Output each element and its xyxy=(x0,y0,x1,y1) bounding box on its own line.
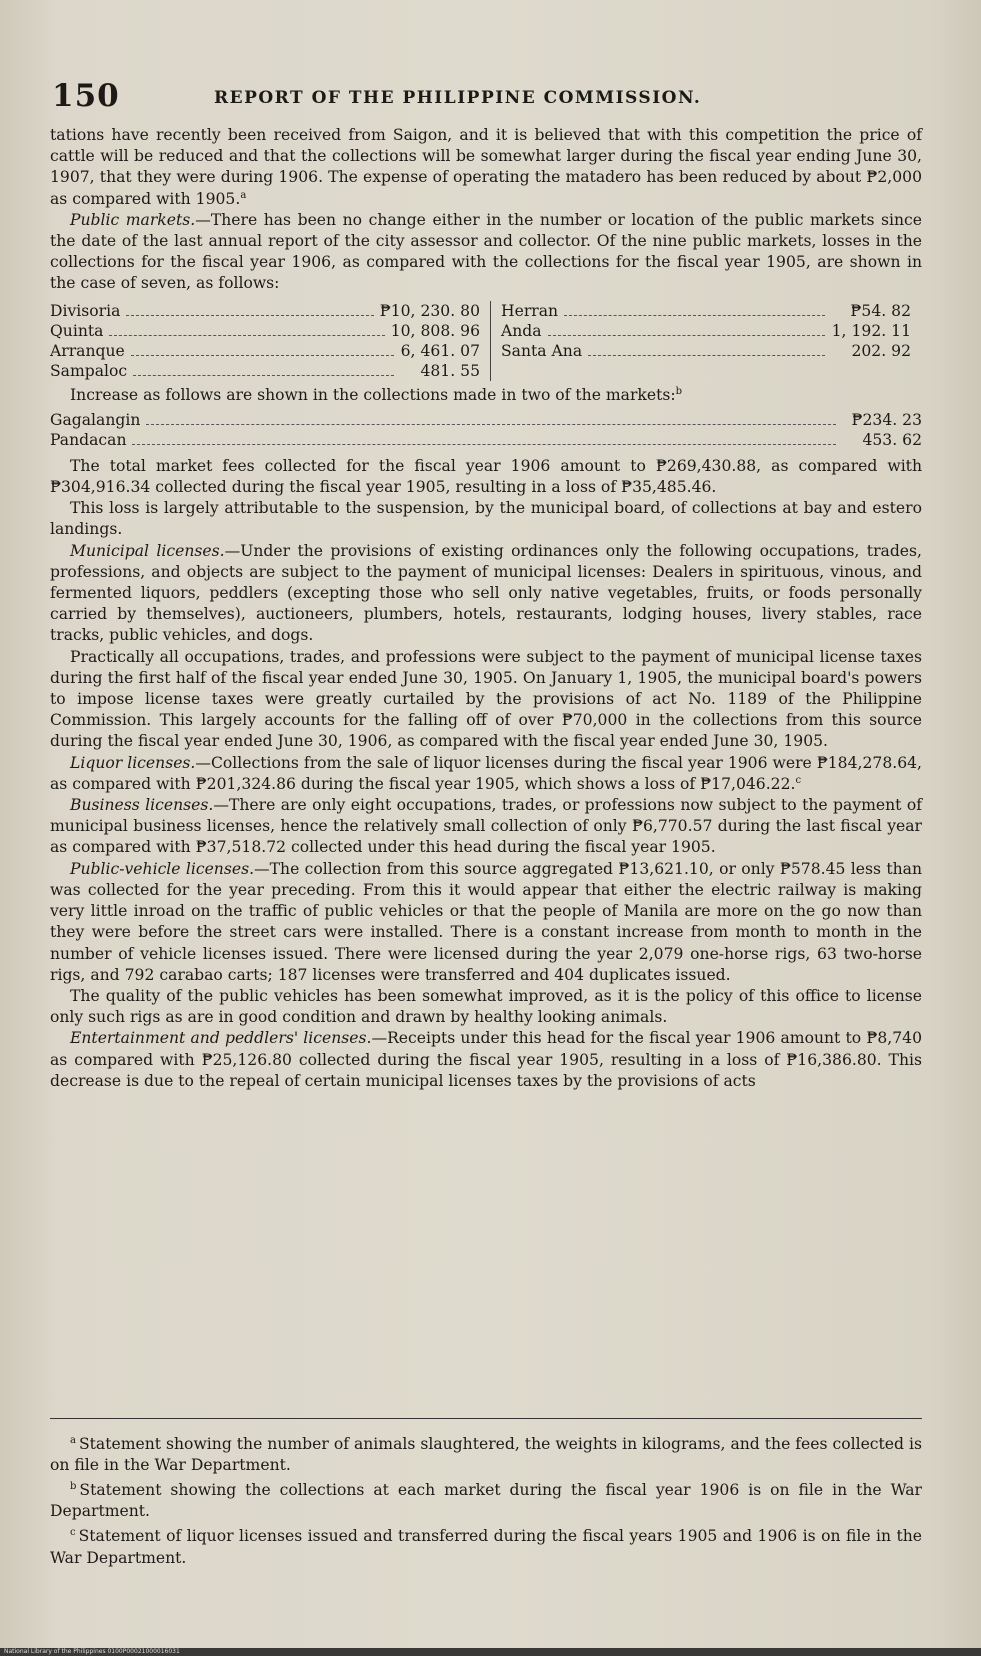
paragraph-text: —There has been no change either in the number or location of the public markets since the date of the last annual report of the city assessor and collector. Of the nine public markets, losses in the collections for the fiscal year 1906, as compared with the collections for the fiscal year 1905, are shown in the case of seven, as follows: xyxy=(50,210,922,293)
leader-dots xyxy=(548,335,825,336)
paragraph xyxy=(50,385,922,406)
paragraph-text: —Receipts under this head for the fiscal year 1906 amount to ₱8,740 as compared with ₱25,126.80 collected during the fiscal year 1905, resulting in a loss of ₱16,386.80. This decrease is due to the repeal of certain municipal licenses taxes by the provisions of acts xyxy=(50,1029,922,1090)
market-value: ₱10, 230. 80 xyxy=(379,301,480,320)
paragraph-text: —Collections from the sale of liquor licenses during the fiscal year 1906 were ₱184,278.64, as compared with ₱201,324.86 during the fiscal year 1905, which shows a loss of ₱17,046.22. xyxy=(50,753,923,793)
footnote xyxy=(50,1476,922,1522)
paragraph xyxy=(50,541,922,647)
market-value: 202. 92 xyxy=(851,341,911,360)
market-value: ₱234. 23 xyxy=(851,410,922,429)
footnote-ref: a xyxy=(240,189,247,201)
paragraph-text: Practically all occupations, trades, and professions were subject to the payment of municipal license taxes during the first half of the fiscal year ended June 30, 1905. On January 1, 1905, the municipal board's powers to impose license taxes were greatly curtailed by the provisions of act No. 1189 of the Philippine Commission. This largely accounts for the falling off of over ₱70,000 in the collections from this source during the fiscal year ended June 30, 1906, as compared with the fiscal year ended June 30, 1905. xyxy=(50,647,922,751)
paragraph-text: This loss is largely attributable to the suspension, by the municipal board, of collections at bay and estero landings. xyxy=(50,499,922,539)
paragraph-text: The quality of the public vehicles has been somewhat improved, as it is the policy of this office to license only such rigs as are in good condition and drawn by healthy looking animals. xyxy=(50,986,922,1027)
leader-dots xyxy=(109,335,384,336)
paragraph-text: —The collection from this source aggregated ₱13,621.10, or only ₱578.45 less than was collected for the year preceding. From this it would appear that either the electric railway is making very little inroad on the traffic of public vehicles or that the people of Manila are more on the go now than they were before the street cars were installed. There is a constant increase from month to month in the number of vehicle licenses issued. There were licensed during the year 2,079 one-horse rigs, 63 two-horse rigs, and 792 carabao carts; 187 licenses were transferred and 404 duplicates issued. xyxy=(50,859,922,984)
footnote-ref: b xyxy=(675,385,683,397)
market-name: Santa Ana xyxy=(501,341,583,360)
market-value: ₱54. 82 xyxy=(850,301,911,320)
paragraph-text: The total market fees collected for the fiscal year 1906 amount to ₱269,430.88, as compared with ₱304,916.34 collected during the fiscal year 1905, resulting in a loss of ₱35,485.46. xyxy=(50,456,922,497)
leader-dots xyxy=(131,355,394,356)
paragraph xyxy=(50,498,922,540)
paragraph xyxy=(50,125,922,210)
running-title: REPORT OF THE PHILIPPINE COMMISSION. xyxy=(214,88,702,108)
market-value: 1, 192. 11 xyxy=(831,321,911,340)
market-name: Sampaloc xyxy=(50,361,128,380)
market-name: Arranque xyxy=(50,341,125,360)
page-number: 150 xyxy=(52,78,120,114)
leader-dots xyxy=(588,355,825,356)
losses-left-column xyxy=(50,301,490,381)
leader-dots xyxy=(146,424,836,425)
market-name: Herran xyxy=(501,301,559,320)
market-name: Pandacan xyxy=(50,430,127,449)
section-heading: Business licenses. xyxy=(70,796,214,815)
paragraph xyxy=(50,210,922,295)
section-heading: Public-vehicle licenses. xyxy=(70,859,255,878)
footnote xyxy=(50,1430,922,1476)
paragraph-text: —There are only eight occupations, trades, or professions now subject to the payment of municipal business licenses, hence the relatively small collection of only ₱6,770.57 during the last fiscal year as compared with ₱37,518.72 collected under this head during the fiscal year 1905. xyxy=(50,796,922,857)
table-row xyxy=(50,301,480,321)
footnote-text: Statement showing the collections at each market during the fiscal year 1906 is on file in the War Department. xyxy=(50,1481,922,1521)
table-row xyxy=(50,321,480,341)
paragraph xyxy=(50,795,922,859)
paragraph xyxy=(50,986,922,1028)
paragraph xyxy=(50,753,922,795)
footnotes xyxy=(50,1430,922,1569)
section-heading: Public markets. xyxy=(70,210,196,229)
market-value: 6, 461. 07 xyxy=(400,341,480,360)
footnote-mark: a xyxy=(70,1435,76,1446)
paragraph-text: tations have recently been received from Saigon, and it is believed that with this competition the price of cattle will be reduced and that the collections will be somewhat larger during the fiscal year ending June 30, 1907, that they were during 1906. The expense of operating the matadero has been reduced by about ₱2,000 as compared with 1905. xyxy=(50,126,922,208)
footnote-divider xyxy=(50,1418,922,1419)
market-value: 481. 55 xyxy=(420,361,480,380)
table-row xyxy=(50,341,480,361)
table-row xyxy=(50,361,480,381)
leader-dots xyxy=(126,315,373,316)
paragraph-text: Increase as follows are shown in the collections made in two of the markets: xyxy=(70,385,676,404)
paragraph xyxy=(50,859,922,986)
paragraph xyxy=(50,647,922,753)
section-heading: Municipal licenses. xyxy=(70,541,225,560)
market-increase-table xyxy=(50,410,922,450)
section-heading: Liquor licenses. xyxy=(70,753,196,772)
footnote xyxy=(50,1522,922,1568)
market-value: 453. 62 xyxy=(862,430,922,449)
market-losses-table xyxy=(50,301,922,381)
leader-dots xyxy=(133,375,394,376)
table-row xyxy=(50,410,922,430)
leader-dots xyxy=(564,315,825,316)
section-heading: Entertainment and peddlers' licenses. xyxy=(70,1029,372,1048)
footnote-ref: c xyxy=(795,774,802,786)
scan-footer: National Library of the Philippines 0100P00021000016031 xyxy=(0,1648,981,1656)
market-name: Gagalangin xyxy=(50,410,141,429)
table-row xyxy=(501,321,911,341)
footnote-text: Statement of liquor licenses issued and transferred during the fiscal years 1905 and 1906 is on file in the War Department. xyxy=(50,1527,922,1567)
leader-dots xyxy=(132,444,836,445)
footnote-mark: b xyxy=(70,1481,77,1493)
footnote-text: Statement showing the number of animals slaughtered, the weights in kilograms, and the fees collected is on file in the War Department. xyxy=(50,1435,922,1475)
footnote-mark: c xyxy=(70,1527,76,1539)
body-text xyxy=(50,125,922,1092)
table-row xyxy=(501,301,911,321)
market-value: 10, 808. 96 xyxy=(390,321,480,340)
market-name: Quinta xyxy=(50,321,104,340)
market-name: Divisoria xyxy=(50,301,121,320)
paragraph xyxy=(50,456,922,498)
table-row xyxy=(50,430,922,450)
paragraph xyxy=(50,1028,922,1092)
page-header xyxy=(52,78,932,118)
losses-right-column xyxy=(490,301,921,381)
paragraph-text: —Under the provisions of existing ordinances only the following occupations, trades, professions, and objects are subject to the payment of municipal licenses: Dealers in spirituous, vinous, and fermented liquors, peddlers (excepting those who sell only native vegetables, fruits, or foods personally carried by themselves), auctioneers, plumbers, hotels, restaurants, lodging houses, livery stables, race tracks, public vehicles, and dogs. xyxy=(50,541,922,645)
table-row xyxy=(501,341,911,361)
market-name: Anda xyxy=(501,321,542,340)
